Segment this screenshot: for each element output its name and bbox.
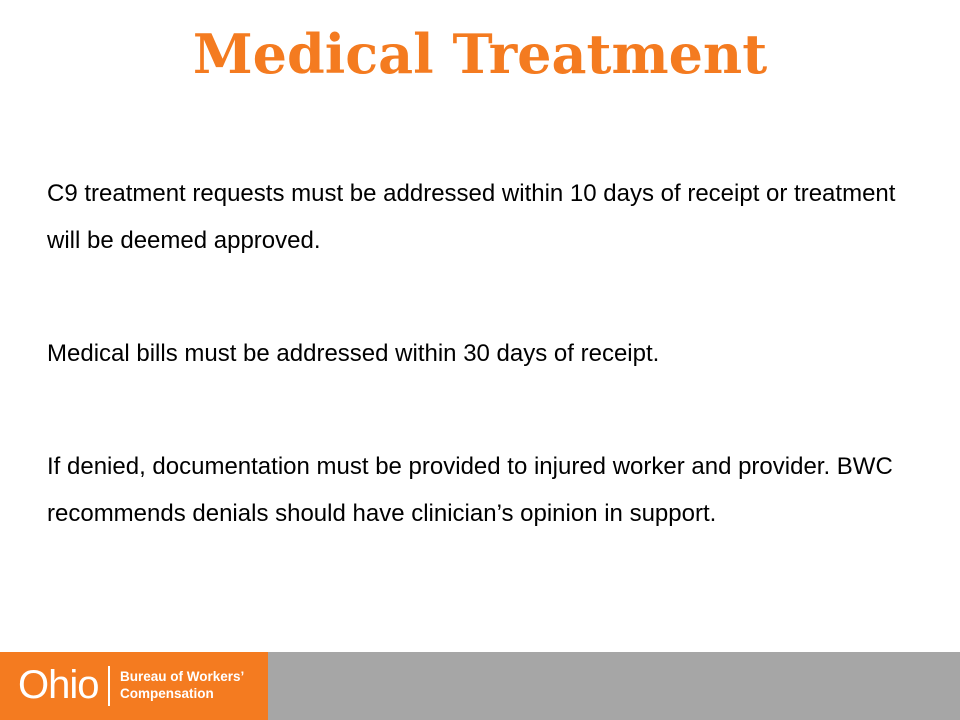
org-name-line-2: Compensation [120, 686, 214, 701]
org-name-line-1: Bureau of Workers’ [120, 669, 245, 684]
bwc-org-name [120, 668, 244, 702]
footer-bar [0, 652, 960, 720]
paragraph-denials: If denied, documentation must be provided to injured worker and provider. BWC recommends denials should have clinician’s opinion in support. [47, 453, 893, 527]
slide-title: Medical Treatment [192, 22, 768, 86]
ohio-logo: Ohio [18, 663, 99, 707]
paragraph-c9-requests: C9 treatment requests must be addressed within 10 days of receipt or treatment will be deemed approved. [47, 180, 896, 254]
footer-gray-band [268, 652, 960, 720]
footer-logo-panel [0, 652, 268, 720]
logo-divider [108, 666, 110, 706]
paragraph-medical-bills: Medical bills must be addressed within 30 days of receipt. [47, 340, 660, 367]
